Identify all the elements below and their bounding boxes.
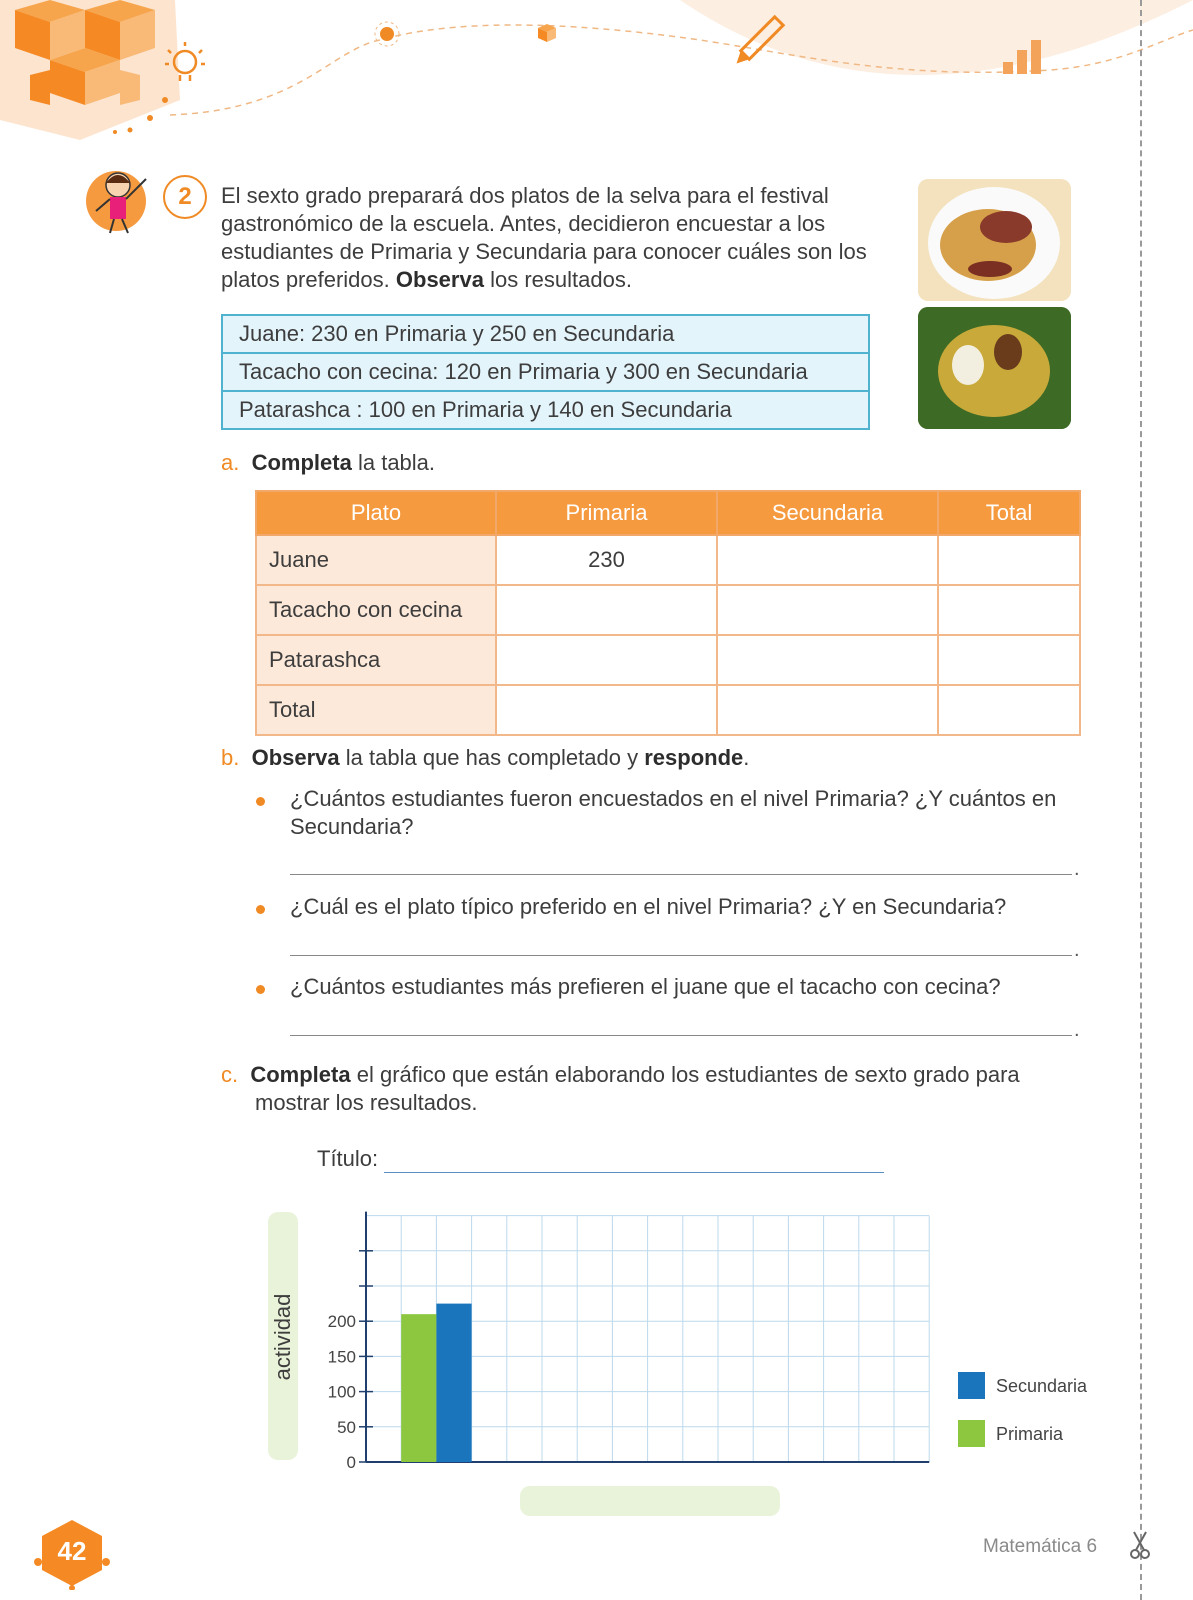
table-header: Total <box>938 491 1080 535</box>
y-tick-label: 50 <box>337 1417 356 1437</box>
answer-line-1[interactable] <box>290 873 1072 875</box>
result-row: Tacacho con cecina: 120 en Primaria y 300 en Secundaria <box>223 354 868 392</box>
problem-statement: El sexto grado preparará dos platos de la selva para el festival gastronómico de la escuela. Antes, decidieron encuestar a los estudiantes de Primaria y Secundaria para conocer cuáles son los platos preferidos. Observa los resultados. <box>221 183 867 292</box>
y-tick-label: 150 <box>327 1347 356 1367</box>
scissors-icon <box>1126 1530 1154 1560</box>
bar-chart <box>300 1200 940 1470</box>
y-tick-label: 0 <box>346 1453 356 1470</box>
legend-label: Primaria <box>996 1424 1064 1444</box>
book-title: Matemática 6 <box>983 1536 1098 1557</box>
part-b-instruction: b. Observa la tabla que has completado y responde. <box>221 745 750 770</box>
table-cell-input[interactable] <box>938 535 1080 585</box>
chart-title-input[interactable] <box>384 1172 884 1173</box>
result-row: Patarashca : 100 en Primaria y 140 en Secundaria <box>239 397 732 422</box>
results-box <box>221 314 870 430</box>
bullet-icon <box>256 797 265 806</box>
table-cell-input[interactable] <box>717 585 938 635</box>
table-header: Secundaria <box>717 491 938 535</box>
legend-swatch-secundaria <box>958 1372 985 1399</box>
table-cell-input[interactable] <box>496 685 717 735</box>
small-cube-icon <box>538 24 556 42</box>
part-c-instruction: c. Completa el gráfico que están elaborando los estudiantes de sexto grado para mostrar los resultados. <box>221 1062 1020 1115</box>
bullet-icon <box>256 905 265 914</box>
table-header: Plato <box>256 491 496 535</box>
table-cell-input[interactable] <box>496 585 717 635</box>
table-cell-input[interactable] <box>717 535 938 585</box>
table-row: Patarashca <box>256 635 1080 685</box>
table-row: Tacacho con cecina <box>256 585 1080 635</box>
table-cell-input[interactable] <box>717 685 938 735</box>
part-a-instruction: a. Completa la tabla. <box>221 450 436 475</box>
problem-number: 2 <box>163 175 207 219</box>
table-cell-input[interactable] <box>938 635 1080 685</box>
y-tick-label: 200 <box>327 1312 356 1332</box>
question-2: ¿Cuál es el plato típico preferido en el nivel Primaria? ¿Y en Secundaria? <box>290 894 1007 919</box>
legend-label: Secundaria <box>996 1376 1088 1396</box>
table-row: Total <box>256 685 1080 735</box>
table-row: Juane 230 <box>256 535 1080 585</box>
header-decoration <box>0 0 1193 150</box>
girl-character-icon <box>86 165 156 237</box>
table-cell-input[interactable]: 230 <box>496 535 717 585</box>
table-header: Primaria <box>496 491 717 535</box>
pin-icon <box>375 22 399 46</box>
bullet-icon <box>256 985 265 994</box>
cut-line <box>1140 0 1142 1600</box>
result-row: Juane: 230 en Primaria y 250 en Secundaria <box>223 316 868 354</box>
chart-title-label: Título: <box>317 1146 379 1171</box>
table-cell-input[interactable] <box>938 685 1080 735</box>
y-axis-label: actividad <box>270 1293 295 1381</box>
question-3: ¿Cuántos estudiantes más prefieren el juane que el tacacho con cecina? <box>290 974 1001 999</box>
bar-primaria <box>401 1314 436 1462</box>
y-tick-label: 100 <box>327 1382 356 1402</box>
cube-stack-icon <box>15 0 155 105</box>
page-number: 42 <box>57 1536 87 1566</box>
results-table <box>255 490 1081 736</box>
x-axis-label-pill[interactable] <box>520 1486 780 1516</box>
legend-swatch-primaria <box>958 1420 985 1447</box>
table-cell-input[interactable] <box>938 585 1080 635</box>
question-1: ¿Cuántos estudiantes fueron encuestados en el nivel Primaria? ¿Y cuántos en Secundaria? <box>290 786 1057 839</box>
juane-photo <box>918 179 1071 301</box>
answer-line-3[interactable] <box>290 1034 1072 1036</box>
table-cell-input[interactable] <box>717 635 938 685</box>
answer-line-2[interactable] <box>290 954 1072 956</box>
patarashca-photo <box>918 307 1071 429</box>
bar-secundaria <box>436 1304 471 1462</box>
table-cell-input[interactable] <box>496 635 717 685</box>
